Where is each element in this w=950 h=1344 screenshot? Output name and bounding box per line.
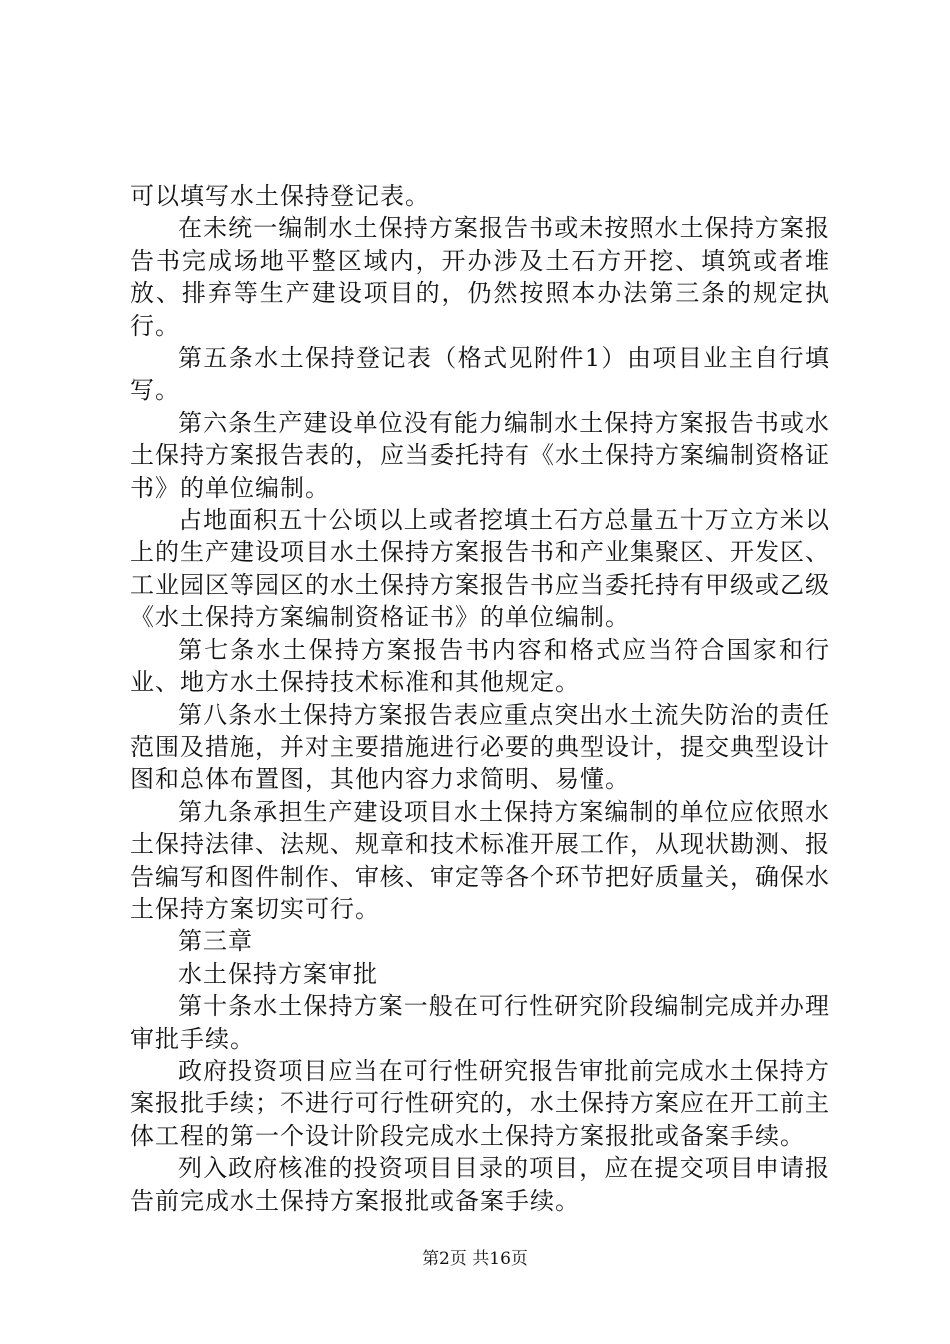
chapter-title: 水土保持方案审批: [178, 959, 378, 988]
paragraph: 可以填写水土保持登记表。: [130, 182, 430, 210]
chapter-number: 第三章: [178, 927, 253, 956]
paragraph: 在未统一编制水土保持方案报告书或未按照水土保持方案报告书完成场地平整区域内，开办涉及土石方开挖、填筑或者堆放、排弃等生产建设项目的，仍然按照本办法第三条的规定执行。: [130, 214, 830, 340]
paragraph: 第九条承担生产建设项目水土保持方案编制的单位应依照水土保持法律、法规、规章和技术标准开展工作，从现状勘测、报告编写和图件制作、审核、审定等各个环节把好质量关，确保水土保持方案切实可行。: [130, 797, 830, 923]
paragraph: 政府投资项目应当在可行性研究报告审批前完成水土保持方案报批手续；不进行可行性研究的，水土保持方案应在开工前主体工程的第一个设计阶段完成水土保持方案报批或备案手续。: [130, 1056, 830, 1150]
paragraph: 第五条水土保持登记表（格式见附件1）由项目业主自行填写。: [130, 344, 830, 405]
document-body: [130, 180, 830, 1217]
paragraph: 第六条生产建设单位没有能力编制水土保持方案报告书或水土保持方案报告表的，应当委托持有《水土保持方案编制资格证书》的单位编制。: [130, 408, 830, 502]
paragraph: 占地面积五十公顷以上或者挖填土石方总量五十万立方米以上的生产建设项目水土保持方案报告书和产业集聚区、开发区、工业园区等园区的水土保持方案报告书应当委托持有甲级或乙级《水土保持方案编制资格证书》的单位编制。: [130, 506, 830, 632]
paragraph: 第七条水土保持方案报告书内容和格式应当符合国家和行业、地方水土保持技术标准和其他规定。: [130, 635, 830, 697]
paragraph: 列入政府核准的投资项目目录的项目，应在提交项目申请报告前完成水土保持方案报批或备案手续。: [130, 1154, 830, 1215]
page-number-footer: 第2页 共16页: [422, 1249, 528, 1269]
paragraph: 第八条水土保持方案报告表应重点突出水土流失防治的责任范围及措施，并对主要措施进行必要的典型设计，提交典型设计图和总体布置图，其他内容力求简明、易懂。: [130, 700, 830, 794]
paragraph: 第十条水土保持方案一般在可行性研究阶段编制完成并办理审批手续。: [130, 992, 830, 1053]
